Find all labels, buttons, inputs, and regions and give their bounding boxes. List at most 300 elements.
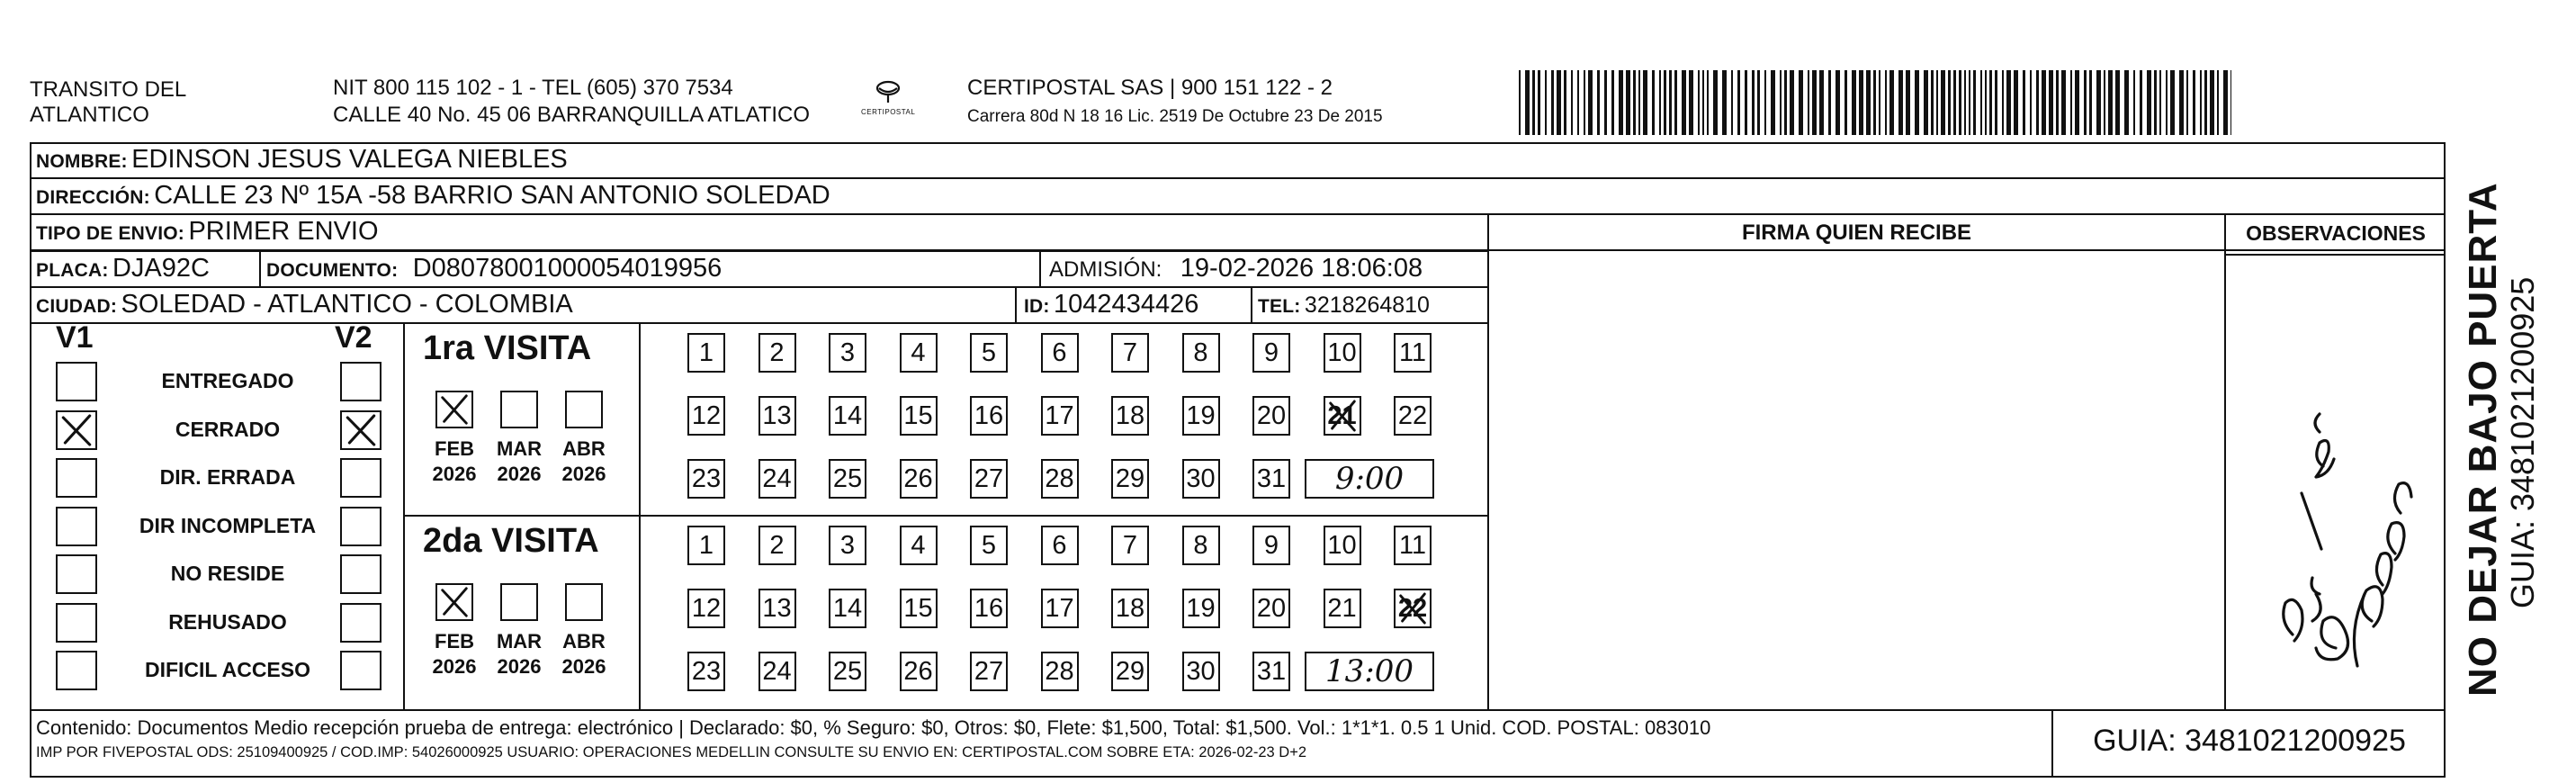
barcode-bar: [1924, 70, 1928, 135]
day-box[interactable]: [829, 396, 866, 436]
day-number: 3: [839, 531, 856, 560]
barcode-bar: [2115, 70, 2120, 135]
admision-label: ADMISIÓN:: [1049, 257, 1162, 282]
day-box[interactable]: [1252, 652, 1290, 691]
day-box[interactable]: [970, 333, 1008, 373]
barcode-bar: [2014, 70, 2018, 135]
day-box[interactable]: [829, 333, 866, 373]
barcode-bar: [1538, 70, 1540, 135]
day-number: 23: [691, 464, 722, 493]
nit-line: NIT 800 115 102 - 1 - TEL (605) 370 7534: [333, 76, 733, 100]
day-box[interactable]: [1041, 459, 1079, 499]
barcode-bar: [1836, 70, 1840, 135]
day-number: 2: [769, 338, 785, 367]
day-box[interactable]: [1252, 396, 1290, 436]
day-number: 7: [1122, 531, 1138, 560]
day-box[interactable]: [970, 526, 1008, 565]
id-label: ID:: [1024, 296, 1050, 317]
day-number: 27: [974, 464, 1004, 493]
v2-checkbox-1[interactable]: [340, 410, 381, 450]
documento-field: [266, 253, 722, 288]
barcode-bar: [1752, 70, 1755, 135]
day-box[interactable]: [1182, 652, 1220, 691]
status-label: ENTREGADO: [161, 369, 294, 392]
company-line: CERTIPOSTAL SAS | 900 151 122 - 2: [967, 76, 1333, 100]
day-box[interactable]: [1324, 526, 1361, 565]
barcode-bar: [1799, 70, 1803, 135]
day-box[interactable]: [1111, 333, 1149, 373]
visit-time-box[interactable]: [1305, 459, 1434, 499]
barcode-bar: [1771, 70, 1775, 135]
day-number: 9: [1263, 531, 1279, 560]
day-box[interactable]: [1324, 396, 1361, 436]
day-number: 4: [911, 531, 926, 560]
placa-label: PLACA:: [36, 260, 109, 281]
barcode-bar: [1889, 70, 1894, 135]
month-checkbox-feb[interactable]: [435, 583, 473, 621]
barcode-bar: [1906, 70, 1910, 135]
v2-checkbox-6[interactable]: [340, 651, 381, 690]
barcode-bar: [2042, 70, 2046, 135]
day-box[interactable]: [829, 589, 866, 628]
day-number: 21: [1327, 594, 1357, 623]
footer-contents: Contenido: Documentos Medio recepción prueba de entrega: electrónico | Declarado: $0, % Seguro: $0, Otros: $0, Flete: $1,500, Total: $1,500. Vol.: 1*1*1. 0.5 1 Unid. COD. POSTAL: 083010: [36, 716, 1711, 739]
day-number: 2: [769, 531, 785, 560]
day-number: 24: [762, 657, 792, 686]
firma-header: FIRMA QUIEN RECIBE: [1741, 220, 1972, 245]
day-number: 22: [1397, 401, 1428, 430]
barcode-bar: [1652, 70, 1655, 135]
barcode-bar: [1611, 70, 1614, 135]
day-number: 18: [1115, 594, 1145, 623]
barcode-bar: [1784, 70, 1787, 135]
barcode-bar: [1764, 70, 1766, 135]
day-box[interactable]: [1252, 526, 1290, 565]
org-name-line2: ATLANTICO: [30, 103, 149, 127]
day-number: 9: [1263, 338, 1279, 367]
day-number: 26: [903, 657, 933, 686]
barcode-bar: [1873, 70, 1876, 135]
day-number: 30: [1186, 464, 1216, 493]
day-box[interactable]: [1324, 333, 1361, 373]
month-checkbox-abr[interactable]: [565, 583, 603, 621]
v1-header: V1: [56, 320, 94, 355]
day-box[interactable]: [687, 589, 725, 628]
day-box[interactable]: [1394, 396, 1432, 436]
barcode-bar: [1941, 70, 1945, 135]
day-box[interactable]: [1041, 652, 1079, 691]
admision-field: [1049, 253, 1423, 288]
barcode-bar: [1633, 70, 1636, 135]
day-box[interactable]: [758, 459, 796, 499]
month-year: 2026: [432, 463, 477, 485]
month-name: MAR: [496, 630, 543, 652]
barcode-bar: [2108, 70, 2113, 135]
day-number: 13: [762, 401, 792, 430]
day-number: 11: [1398, 531, 1427, 560]
day-number: 18: [1115, 401, 1145, 430]
day-box[interactable]: [1111, 396, 1149, 436]
barcode-bar: [1702, 70, 1704, 135]
day-box[interactable]: [1394, 526, 1432, 565]
month-checkbox-feb[interactable]: [435, 391, 473, 428]
barcode-bar: [1995, 70, 1997, 135]
day-box[interactable]: [970, 459, 1008, 499]
day-number: 6: [1052, 338, 1067, 367]
placa-field: [36, 253, 210, 288]
day-box[interactable]: [1324, 589, 1361, 628]
barcode-bar: [1577, 70, 1579, 135]
barcode-bar: [1898, 70, 1903, 135]
month-checkbox-abr[interactable]: [565, 391, 603, 428]
day-number: 31: [1256, 657, 1287, 686]
day-box[interactable]: [758, 333, 796, 373]
barcode-bar: [2089, 70, 2092, 135]
day-box[interactable]: [1041, 589, 1079, 628]
barcode-bar: [2147, 70, 2151, 135]
v1-checkbox-4[interactable]: [56, 554, 97, 594]
day-box[interactable]: [687, 333, 725, 373]
side-headline: NO DEJAR BAJO PUERTA: [2461, 182, 2505, 697]
day-number: 22: [1397, 594, 1428, 623]
barcode-bar: [2070, 70, 2072, 135]
barcode-bar: [1532, 70, 1535, 135]
day-box[interactable]: [687, 526, 725, 565]
month-year: 2026: [497, 655, 542, 678]
day-box[interactable]: [829, 459, 866, 499]
day-box[interactable]: [970, 652, 1008, 691]
day-box[interactable]: [829, 652, 866, 691]
day-box[interactable]: [687, 652, 725, 691]
address-line: CALLE 40 No. 45 06 BARRANQUILLA ATLATICO: [333, 103, 811, 127]
visit-time: 13:00: [1325, 653, 1414, 689]
v2-checkbox-2[interactable]: [340, 458, 381, 498]
barcode-bar: [1819, 70, 1824, 135]
barcode-bar: [1885, 70, 1887, 135]
visit-time-box[interactable]: [1305, 652, 1434, 691]
barcode-bar: [1638, 70, 1640, 135]
barcode-bar: [1780, 70, 1782, 135]
day-box[interactable]: [1182, 526, 1220, 565]
admision-value: 19-02-2026 18:06:08: [1180, 254, 1423, 283]
day-number: 16: [974, 594, 1004, 623]
observations-handwriting: [2230, 324, 2442, 706]
barcode-bar: [2124, 70, 2129, 135]
x-mark-icon: [58, 412, 95, 448]
barcode-bar: [2002, 70, 2004, 135]
day-box[interactable]: [687, 459, 725, 499]
barcode-bar: [1757, 70, 1760, 135]
month-name: FEB: [435, 437, 474, 460]
day-box[interactable]: [1182, 459, 1220, 499]
day-box[interactable]: [1394, 589, 1432, 628]
barcode-bar: [1985, 70, 1987, 135]
barcode-bar: [1669, 70, 1672, 135]
barcode-bar: [1626, 70, 1630, 135]
day-number: 6: [1052, 531, 1067, 560]
day-box[interactable]: [900, 333, 938, 373]
barcode-bar: [1879, 70, 1880, 135]
direccion-row: [36, 180, 830, 215]
barcode-bar: [1989, 70, 1992, 135]
barcode-bar: [2104, 70, 2105, 135]
day-number: 4: [911, 338, 926, 367]
v2-checkbox-4[interactable]: [340, 554, 381, 594]
status-label: DIR INCOMPLETA: [139, 513, 317, 537]
barcode-bar: [2154, 70, 2157, 135]
documento-value: D08078001000054019956: [412, 254, 723, 283]
day-box[interactable]: [1182, 396, 1220, 436]
barcode-bar: [1588, 70, 1593, 135]
v2-checkbox-0[interactable]: [340, 362, 381, 401]
barcode-bar: [2061, 70, 2066, 135]
barcode-bar: [2170, 70, 2175, 135]
tel-field: [1258, 290, 1430, 324]
visit-title-2: 2da VISITA: [423, 522, 599, 560]
day-number: 8: [1193, 338, 1208, 367]
barcode-bar: [1866, 70, 1871, 135]
day-box[interactable]: [1041, 333, 1079, 373]
day-number: 15: [903, 594, 933, 623]
barcode-bar: [2006, 70, 2011, 135]
barcode-bar: [1643, 70, 1647, 135]
day-number: 25: [832, 657, 863, 686]
barcode-bar: [1959, 70, 1961, 135]
org-name-line1: TRANSITO DEL: [30, 77, 187, 102]
tel-value: 3218264810: [1304, 292, 1430, 318]
status-label: DIR. ERRADA: [159, 465, 296, 489]
barcode-bar: [1584, 70, 1585, 135]
barcode-bar: [1551, 70, 1554, 135]
barcode-bar: [1737, 70, 1740, 135]
documento-label: DOCUMENTO:: [266, 260, 399, 281]
day-number: 1: [698, 531, 714, 560]
barcode-bar: [1980, 70, 1982, 135]
id-value: 1042434426: [1054, 290, 1199, 319]
barcode-bar: [2023, 70, 2025, 135]
day-number: 13: [762, 594, 792, 623]
barcode-bar: [1659, 70, 1661, 135]
barcode-bar: [1682, 70, 1686, 135]
day-box[interactable]: [900, 459, 938, 499]
barcode-bar: [1619, 70, 1623, 135]
day-box[interactable]: [1111, 652, 1149, 691]
barcode-bar: [1525, 70, 1530, 135]
day-box[interactable]: [758, 526, 796, 565]
day-number: 8: [1193, 531, 1208, 560]
nombre-row: [36, 144, 568, 179]
barcode-bar: [1973, 70, 1976, 135]
day-number: 19: [1186, 594, 1216, 623]
month-year: 2026: [497, 463, 542, 485]
v1-checkbox-0[interactable]: [56, 362, 97, 401]
direccion-value: CALLE 23 Nº 15A -58 BARRIO SAN ANTONIO SOLEDAD: [154, 181, 830, 210]
observaciones-header: OBSERVACIONES: [2246, 221, 2426, 245]
barcode-bar: [1731, 70, 1733, 135]
day-box[interactable]: [1111, 526, 1149, 565]
month-name: ABR: [562, 437, 606, 460]
barcode-bar: [2036, 70, 2039, 135]
barcode-bar: [1812, 70, 1817, 135]
day-number: 5: [981, 531, 997, 560]
day-number: 12: [691, 401, 722, 430]
barcode-bar: [1931, 70, 1934, 135]
day-number: 20: [1256, 401, 1287, 430]
barcode-bar: [2186, 70, 2188, 135]
barcode-bar: [1571, 70, 1573, 135]
barcode-bar: [1698, 70, 1700, 135]
barcode-bar: [1844, 70, 1847, 135]
day-number: 28: [1045, 464, 1074, 493]
barcode-bar: [1936, 70, 1938, 135]
month-year: 2026: [561, 655, 606, 678]
barcode-bar: [2075, 70, 2079, 135]
nombre-value: EDINSON JESUS VALEGA NIEBLES: [131, 145, 568, 174]
license-line: Carrera 80d N 18 16 Lic. 2519 De Octubre 23 De 2015: [967, 107, 1383, 126]
barcode-bar: [1859, 70, 1863, 135]
day-box[interactable]: [900, 526, 938, 565]
barcode-bar: [1964, 70, 1966, 135]
barcode-bar: [1664, 70, 1666, 135]
day-box[interactable]: [1182, 589, 1220, 628]
day-box[interactable]: [829, 526, 866, 565]
day-number: 10: [1327, 531, 1357, 560]
day-number: 3: [839, 338, 856, 367]
day-box[interactable]: [1252, 589, 1290, 628]
barcode-bar: [2179, 70, 2184, 135]
day-number: 23: [691, 657, 722, 686]
ciudad-value: SOLEDAD - ATLANTICO - COLOMBIA: [121, 290, 573, 319]
day-number: 20: [1256, 594, 1287, 623]
barcode-bar: [1674, 70, 1677, 135]
x-mark-icon: [1325, 398, 1360, 434]
barcode-bar: [1969, 70, 1970, 135]
day-box[interactable]: [1041, 526, 1079, 565]
v1-checkbox-3[interactable]: [56, 507, 97, 546]
day-box[interactable]: [900, 589, 938, 628]
footer-print-info: IMP POR FIVEPOSTAL ODS: 25109400925 / COD.IMP: 54026000925 USUARIO: OPERACIONES MEDELLIN CONSULTE SU ENVIO EN: CERTIPOSTAL.COM SOBRE ETA: 2026-02-23 D+2: [36, 744, 1307, 760]
status-label: REHUSADO: [168, 609, 287, 634]
handwriting-scribble: [2230, 324, 2442, 706]
tipo-envio-value: PRIMER ENVIO: [188, 217, 379, 246]
barcode-bar: [1852, 70, 1856, 135]
day-number: 27: [974, 657, 1004, 686]
placa-value: DJA92C: [112, 254, 210, 283]
nombre-label: NOMBRE:: [36, 151, 128, 172]
status-label: NO RESIDE: [170, 562, 285, 585]
month-name: FEB: [435, 630, 474, 652]
day-box[interactable]: [758, 589, 796, 628]
barcode-bar: [1519, 70, 1521, 135]
day-number: 25: [832, 464, 863, 493]
barcode-bar: [2084, 70, 2087, 135]
day-box[interactable]: [1041, 396, 1079, 436]
day-box[interactable]: [758, 396, 796, 436]
day-box[interactable]: [900, 652, 938, 691]
status-label: DIFICIL ACCESO: [144, 658, 310, 681]
day-number: 1: [698, 338, 714, 367]
day-number: 10: [1327, 338, 1357, 367]
ciudad-field: [36, 289, 573, 324]
day-box[interactable]: [1394, 333, 1432, 373]
barcode-bar: [2223, 70, 2228, 135]
footer-guia: GUIA: 3481021200925: [2093, 724, 2406, 758]
v1-checkbox-2[interactable]: [56, 458, 97, 498]
v2-checkbox-5[interactable]: [340, 603, 381, 643]
barcode-bar: [2200, 70, 2202, 135]
day-number: 24: [762, 464, 792, 493]
month-name: MAR: [496, 437, 543, 460]
visit-time: 9:00: [1334, 461, 1405, 497]
direccion-label: DIRECCIÓN:: [36, 187, 150, 208]
tipo-envio-label: TIPO DE ENVIO:: [36, 223, 184, 244]
x-mark-icon: [437, 585, 471, 619]
v1-checkbox-1[interactable]: [56, 410, 97, 450]
barcode-bar: [2204, 70, 2207, 135]
barcode-bar: [1707, 70, 1709, 135]
month-checkbox-mar[interactable]: [500, 391, 538, 428]
handwriting-text: 05 / 08 Salmon: [2230, 324, 2236, 325]
barcode-bar: [2140, 70, 2142, 135]
day-number: 31: [1256, 464, 1287, 493]
barcode-bar: [2133, 70, 2135, 135]
day-number: 29: [1115, 464, 1145, 493]
logo-caption: CERTIPOSTAL: [861, 108, 916, 116]
barcode-bar: [1713, 70, 1718, 135]
day-number: 15: [903, 401, 933, 430]
day-box[interactable]: [1111, 459, 1149, 499]
barcode-bar: [1808, 70, 1809, 135]
barcode-bar: [1604, 70, 1607, 135]
day-number: 12: [691, 594, 722, 623]
barcode-bar: [1953, 70, 1956, 135]
barcode-bar: [2056, 70, 2059, 135]
v2-checkbox-3[interactable]: [340, 507, 381, 546]
barcode-bar: [1828, 70, 1831, 135]
barcode-bar: [1722, 70, 1727, 135]
v2-header: V2: [335, 320, 372, 355]
barcode-bar: [1915, 70, 1919, 135]
v1-checkbox-6[interactable]: [56, 651, 97, 690]
barcode-bar: [2030, 70, 2032, 135]
day-box[interactable]: [1111, 589, 1149, 628]
barcode-bar: [1948, 70, 1951, 135]
day-number: 26: [903, 464, 933, 493]
day-box[interactable]: [970, 396, 1008, 436]
day-box[interactable]: [970, 589, 1008, 628]
status-label: CERRADO: [175, 417, 281, 441]
day-box[interactable]: [1252, 333, 1290, 373]
x-mark-icon: [1396, 590, 1430, 626]
barcode-bar: [2159, 70, 2161, 135]
day-box[interactable]: [758, 652, 796, 691]
month-checkbox-mar[interactable]: [500, 583, 538, 621]
month-year: 2026: [561, 463, 606, 485]
barcode-bar: [2193, 70, 2195, 135]
ciudad-label: CIUDAD:: [36, 296, 118, 317]
barcode: [1519, 70, 2231, 135]
barcode-bar: [1790, 70, 1794, 135]
v1-checkbox-5[interactable]: [56, 603, 97, 643]
day-box[interactable]: [1252, 459, 1290, 499]
day-box[interactable]: [1182, 333, 1220, 373]
day-number: 7: [1122, 338, 1138, 367]
barcode-bar: [2230, 70, 2231, 135]
day-box[interactable]: [687, 396, 725, 436]
barcode-bar: [2096, 70, 2101, 135]
day-number: 29: [1115, 657, 1145, 686]
day-box[interactable]: [900, 396, 938, 436]
